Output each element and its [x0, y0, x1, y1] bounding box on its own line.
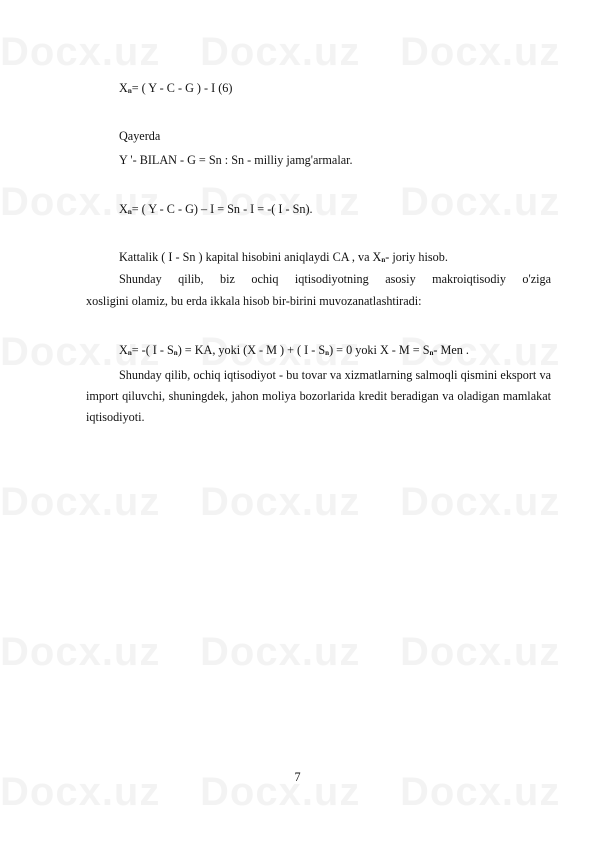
- page-number: 7: [294, 770, 301, 784]
- paragraph-2: [86, 365, 551, 428]
- eq-part: ) = KA, yoki (X - M ) + ( I - S: [177, 343, 326, 357]
- eq-subscript: n: [127, 208, 132, 216]
- eq-rest: = ( Y - C - G ) - I (6): [131, 81, 233, 95]
- paragraph-1-line-1: Shunday qilib, biz ochiq iqtisodiyotning asosiy makroiqtisodiy o'ziga: [119, 272, 551, 286]
- eq-subscript: n: [325, 349, 330, 357]
- eq-part: - Men .: [433, 343, 469, 357]
- eq-subscript: n: [127, 349, 132, 357]
- eq-subscript: n: [429, 349, 434, 357]
- document-page: [86, 0, 551, 842]
- paragraph-2-text: Shunday qilib, ochiq iqtisodiyot - bu tovar va xizmatlarning salmoqli qismini eksport va import qiluvchi, shuningdek, jahon moliya bozorlarida kredit beradigan va oladigan mamlakat iqtisodiyoti.: [86, 368, 551, 424]
- kattalik-line: [119, 247, 551, 268]
- kattalik-rest: - joriy hisob.: [385, 250, 448, 264]
- equation-6: [119, 78, 551, 99]
- definition-line: Y '- BILAN - G = Sn : Sn - milliy jamg'armalar.: [119, 153, 353, 167]
- eq-subscript: n: [127, 87, 132, 95]
- eq-part: = -( I - S: [131, 343, 174, 357]
- eq-subscript: n: [173, 349, 178, 357]
- equation-accounts: [119, 340, 551, 361]
- eq-rest: = ( Y - C - G) – I = Sn - I = -( I - Sn).: [131, 202, 313, 216]
- eq-subscript: n: [381, 256, 386, 264]
- kattalik-text: Kattalik ( I - Sn ) kapital hisobini aniqlaydi CA , va X: [119, 250, 382, 264]
- qayerda-label: Qayerda: [119, 129, 161, 143]
- eq-part: X: [119, 343, 128, 357]
- eq-var: X: [119, 81, 128, 95]
- paragraph-1-line-2: xosligini olamiz, bu erda ikkala hisob bir-birini muvozanatlashtiradi:: [86, 294, 422, 308]
- eq-part: ) = 0 yoki X - M = S: [329, 343, 430, 357]
- equation-balance: [119, 199, 551, 220]
- eq-var: X: [119, 202, 128, 216]
